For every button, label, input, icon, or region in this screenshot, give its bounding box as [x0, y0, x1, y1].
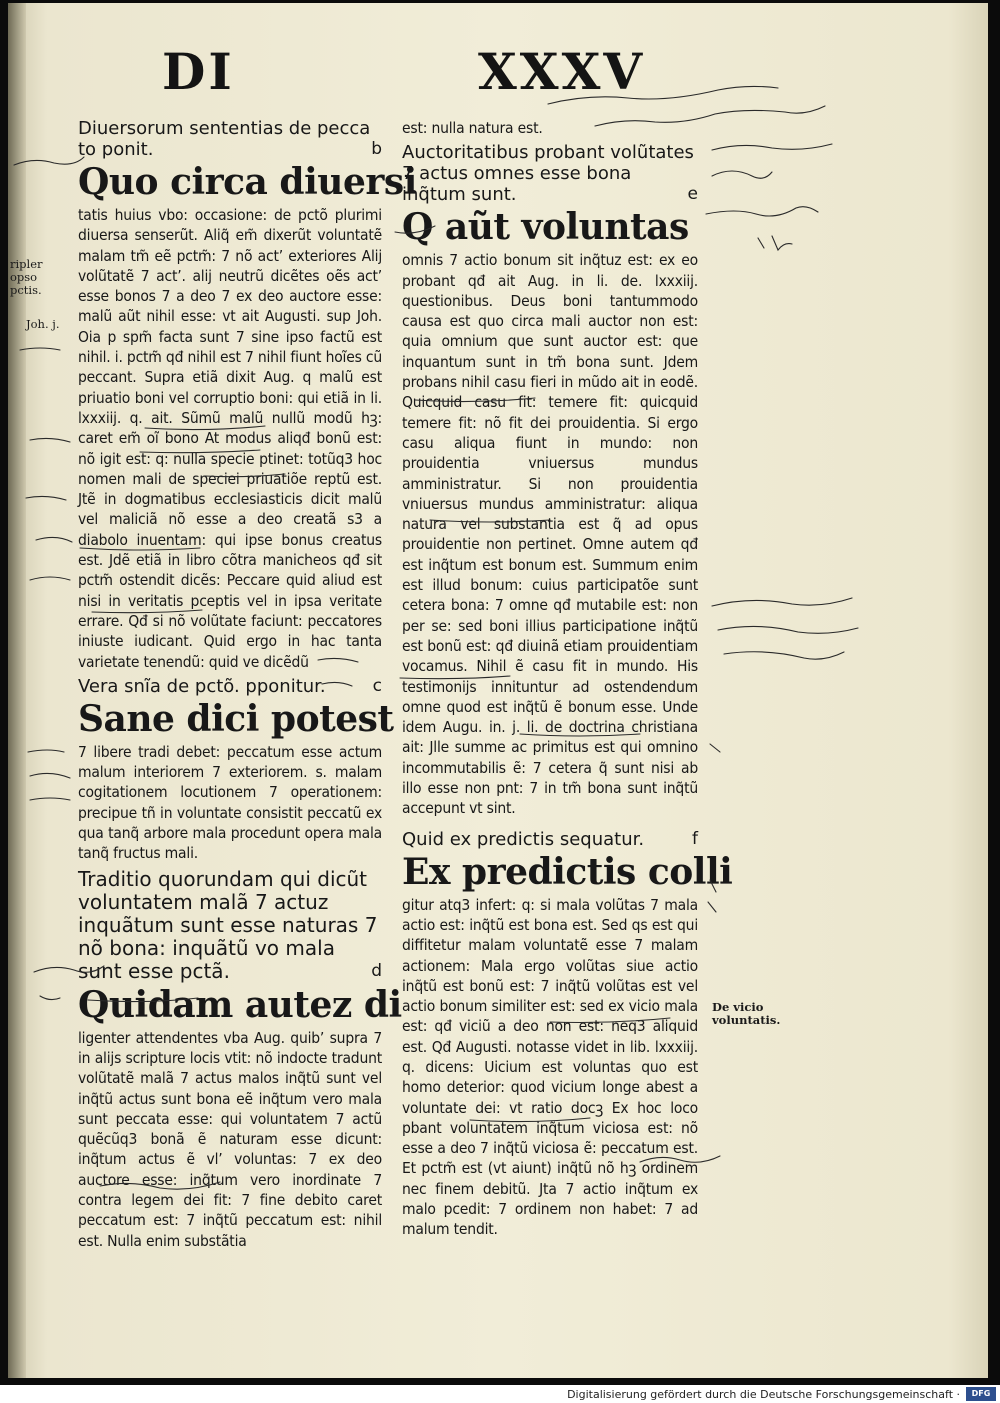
right-column — [402, 118, 733, 1239]
heading-text: Diuersorum sententias de pecca to ponit. — [78, 118, 371, 160]
body-text: 7 libere tradi debet: peccatum esse actum malum interiorem 7 exteriorem. s. malam cogitationem locutionem 7 operationem: precipue tñ in voluntate consistit peccatũ ex qua tanq̃ arbore mala procedunt opera mala tanq̃ fructus mali. — [78, 742, 382, 863]
digitization-credit: Digitalisierung gefördert durch die Deutsche Forschungsgemeinschaft · — [567, 1388, 960, 1401]
heading-text: Traditio quorundam qui dicũt voluntatem malã 7 actuz inquãtum sunt esse naturas 7 nõ bona: inquãtũ vo mala sunt esse pctã. — [78, 866, 378, 983]
section-letter: f — [692, 828, 698, 849]
folio-right: XXXV — [478, 42, 646, 101]
margin-note-left: Joh. j. — [26, 317, 60, 331]
heading-text: Auctoritatibus probant volũtates 7 actus omnes esse bona inq̃tum sunt. — [402, 142, 694, 206]
incipit: Q aũt voluntas — [402, 206, 689, 249]
section-letter: c — [372, 675, 382, 696]
section-heading — [402, 829, 698, 850]
section-letter: b — [371, 139, 382, 159]
dfg-logo: DFG — [966, 1387, 996, 1401]
body-text: omnis 7 actio bonum sit inq̃tuz est: ex eo probant qđ ait Aug. in li. de. lxxxiij. questionibus. Deus boni tantummodo causa est quo circa mali auctor non est: quia omnium que sunt auctor est: que inquantum sunt in tm̃ bona sunt. Jdem probans nihil casu fieri in mũdo ait in eodẽ. Quicquid casu fit: temere fit: quicquid temere fit: nõ fit dei prouidentia. Si ergo casu aliqua fiunt in mundo: non prouidentia vniuersus mundus amministratur. Si non prouidentia vniuersus mundus amministratur: aliqua natura vel substantia est q̃ ad opus prouidentie non pertinet. Omne autem qđ est inq̃tum est bonum est. Summum enim est illud bonum: cuius participatõe sunt cetera bona: 7 omne qđ mutabile est: non per se: sed boni illius participatione inq̃tũ est bonũ est: qđ diuinã etiam prouidentiam vocamus. Nihil ẽ casu fit in mundo. His testimonijs innituntur ad ostendendum omne quod est inq̃tũ ẽ bonum esse. Unde idem Augu. in. j. li. de doctrina christiana ait: Jlle summe ac primitus est qui omnino incommutabilis ẽ: 7 cetera q̃ sunt nisi ab illo esse non pnt: 7 in tm̃ bona sunt inq̃tũ accepunt vt sint. — [402, 251, 698, 818]
margin-note-right: De vicio voluntatis. — [712, 1000, 781, 1027]
body-text: ligenter attendentes vba Aug. quib’ supra 7 in alijs scripture locis vtit: nõ indocte tradunt volũtatẽ malã 7 actus malos inq̃tũ sunt vel inq̃tũ actus sunt bona eẽ inq̃tum vero mala sunt peccata esse: qui voluntatem 7 actũ quẽcũq3 bonã ẽ naturam esse dicunt: inq̃tum actus ẽ vl’ voluntas: 7 ex deo auctore esse: inq̃tum vero inordinate 7 contra legem dei fit: 7 fine debito caret peccatum est: 7 inq̃tũ peccatum est: nihil est. Nulla enim substãtia — [78, 1028, 382, 1250]
section-letter: e — [687, 184, 698, 205]
margin-note-left: ripler opso pctis. — [10, 257, 43, 297]
section-heading — [78, 118, 382, 160]
section-letter: d — [371, 960, 382, 981]
heading-text: Vera snĩa de pctõ. pponitur. — [78, 675, 326, 697]
body-text: tatis huius vbo: occasione: de pctõ plurimi diuersa senserũt. Aliq̃ em̃ dixerũt voluntatẽ malam tm̃ eẽ pctm̃: 7 nõ act’ exteriores Alij volũtatẽ 7 act’. alij neutrũ dicẽtes oẽs act’ esse bonos 7 a deo 7 ex deo auctore esse: malũ aũt nihil esse: vt ait Augusti. sup Joh. Oia p spm̃ facta sunt 7 sine ipso factũ est nihil. i. pctm̃ qđ nihil est 7 nihil fiunt hoĩes cũ peccant. Supra etiã dixit Aug. q malũ est priuatio boni vel corruptio boni: qui etiã in li. lxxxiij. q. ait. Sũmũ malũ nullũ modũ hꝫ: caret em̃ oĩ bono At modus aliqđ bonũ est: nõ igit est: q: nulla specie ptinet: totũq3 hoc nomen mali de speciei priuatiõe reptũ est. Jtẽ in dogmatibus ecclesiasticis dicit malũ vel maliciã nõ esse a deo creatã s3 a diabolo inuentam: qui ipse bonus creatus est. Jdẽ etiã in libro cõtra manicheos qđ sit pctm̃ ostendit dicẽs: Peccare quid aliud est nisi in veritatis pceptis vel in ipsa veritate errare. Qđ si nõ volũtate faciunt: peccatores iniuste iudicant. Quid ergo in hac tanta varietate tenendũ: quid ve dicẽdũ — [78, 206, 382, 671]
section-heading — [78, 676, 382, 697]
body-text: est: nulla natura est. — [402, 119, 543, 137]
folio-left: DI — [162, 42, 235, 101]
section-heading — [402, 142, 698, 205]
incipit: Quo circa diuersi — [78, 161, 417, 203]
left-column — [78, 118, 417, 1250]
incipit: Ex predictis colli — [402, 850, 733, 893]
section-heading — [78, 868, 382, 983]
body-text: gitur atq3 infert: q: si mala volũtas 7 mala actio est: inq̃tũ est bona est. Sed qs est qui diffitetur malam voluntatẽ esse 7 malam actionem: Mala ergo volũtas siue actio inq̃tũ est bonũ est: 7 inq̃tũ volũtas est vel actio bonum similiter est: sed ex vicio mala est: qđ viciũ a deo non est: neq3 aliquid est. Qđ Augusti. notasse videt in lib. lxxxiij. q. dicens: Uicium est voluntas quo est homo deterior: quod vicium longe abest a voluntate dei: vt ratio docꝫ Ex hoc loco pbant voluntatem inq̃tum viciosa est: nõ esse a deo 7 inq̃tũ viciosa ẽ: peccatum est. Et pctm̃ est (vt aiunt) inq̃tũ nõ hꝫ ordinem nec finem debitũ. Jta 7 actio inq̃tum ex malo pcedit: 7 ordinem non habet: 7 ad malum tendit. — [402, 895, 698, 1239]
binding-gutter — [8, 3, 26, 1378]
heading-text: Quid ex predictis sequatur. — [402, 828, 645, 850]
incipit: Quidam autez di — [78, 983, 402, 1026]
incipit: Sane dici potest — [78, 697, 394, 740]
